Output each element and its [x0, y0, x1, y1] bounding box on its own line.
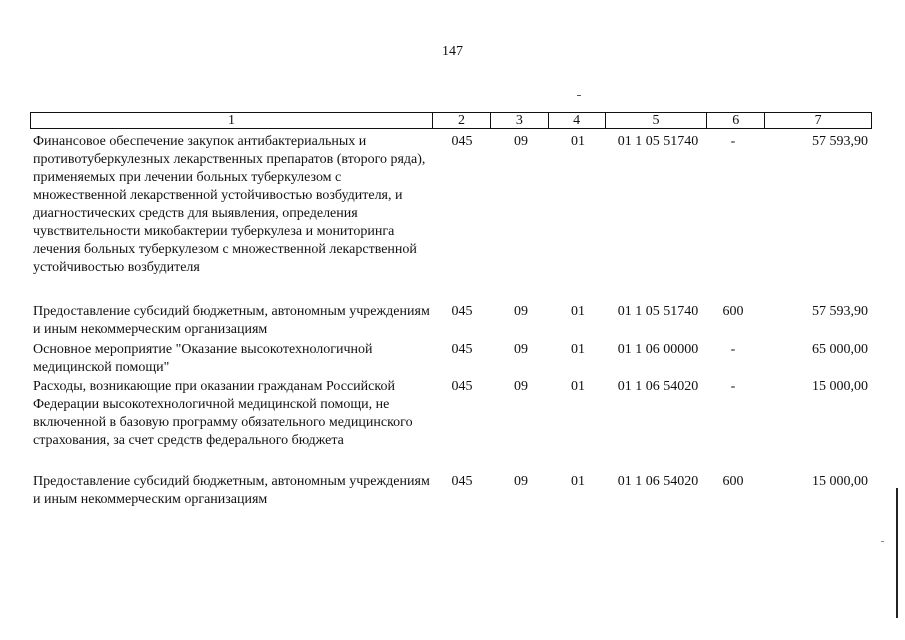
scan-mark	[577, 95, 581, 96]
row-grbs: 045	[451, 342, 473, 357]
header-col-4: 4	[548, 113, 605, 128]
row-target-article: 01 1 05 51740	[617, 304, 699, 319]
row-grbs: 045	[451, 304, 473, 319]
row-amount: 15 000,00	[812, 474, 868, 489]
row-section: 09	[514, 304, 528, 319]
row-target-article: 01 1 06 00000	[617, 342, 699, 357]
row-subsection: 01	[571, 304, 585, 319]
row-subsection: 01	[571, 134, 585, 149]
row-target-article: 01 1 05 51740	[617, 134, 699, 149]
header-col-2: 2	[432, 113, 490, 128]
row-expense-type: 600	[722, 474, 744, 489]
row-expense-type: 600	[722, 304, 744, 319]
row-description: Расходы, возникающие при оказании гражданам Российской Федерации высокотехнологичной медицинской помощи, не включенной в базовую программу обязательного медицинского страхования, за счет средств федерального бюджета	[33, 379, 413, 448]
table-row	[30, 341, 872, 375]
row-section: 09	[514, 379, 528, 394]
row-expense-type: -	[730, 342, 736, 357]
row-amount: 65 000,00	[812, 342, 868, 357]
row-description: Предоставление субсидий бюджетным, автономным учреждениям и иным некоммерческим организациям	[33, 474, 430, 507]
table-row	[30, 378, 872, 448]
row-grbs: 045	[451, 134, 473, 149]
row-description: Финансовое обеспечение закупок антибактериальных и противотуберкулезных лекарственных препаратов (второго ряда), применяемых при лечении больных туберкулезом с множественной лекарственной устойчивостью возбудителя, и диагностических средств для выявления, определения чувствительности микобактерии туберкулеза и мониторинга лечения больных туберкулезом с множественной лекарственной устойчивостью возбудителя	[33, 134, 426, 275]
row-subsection: 01	[571, 342, 585, 357]
header-col-3: 3	[490, 113, 548, 128]
row-target-article: 01 1 06 54020	[617, 474, 699, 489]
row-amount: 57 593,90	[812, 304, 868, 319]
table-row	[30, 303, 872, 337]
row-description: Предоставление субсидий бюджетным, автономным учреждениям и иным некоммерческим организациям	[33, 304, 430, 337]
header-col-1: 1	[228, 113, 236, 128]
row-section: 09	[514, 474, 528, 489]
row-description: Основное мероприятие "Оказание высокотехнологичной медицинской помощи"	[33, 342, 373, 375]
table-row	[30, 473, 872, 507]
row-target-article: 01 1 06 54020	[617, 379, 699, 394]
header-col-6: 6	[706, 113, 764, 128]
row-amount: 57 593,90	[812, 134, 868, 149]
row-subsection: 01	[571, 379, 585, 394]
row-grbs: 045	[451, 379, 473, 394]
header-col-5: 5	[605, 113, 707, 128]
row-amount: 15 000,00	[812, 379, 868, 394]
row-section: 09	[514, 342, 528, 357]
row-expense-type: -	[730, 134, 736, 149]
scan-mark	[881, 541, 884, 542]
row-subsection: 01	[571, 474, 585, 489]
header-col-7: 7	[764, 113, 871, 128]
scan-edge-line	[896, 488, 898, 618]
row-section: 09	[514, 134, 528, 149]
table-row	[30, 133, 872, 275]
page-number: 147	[442, 44, 463, 59]
row-expense-type: -	[730, 379, 736, 394]
row-grbs: 045	[451, 474, 473, 489]
table-header	[30, 112, 872, 129]
